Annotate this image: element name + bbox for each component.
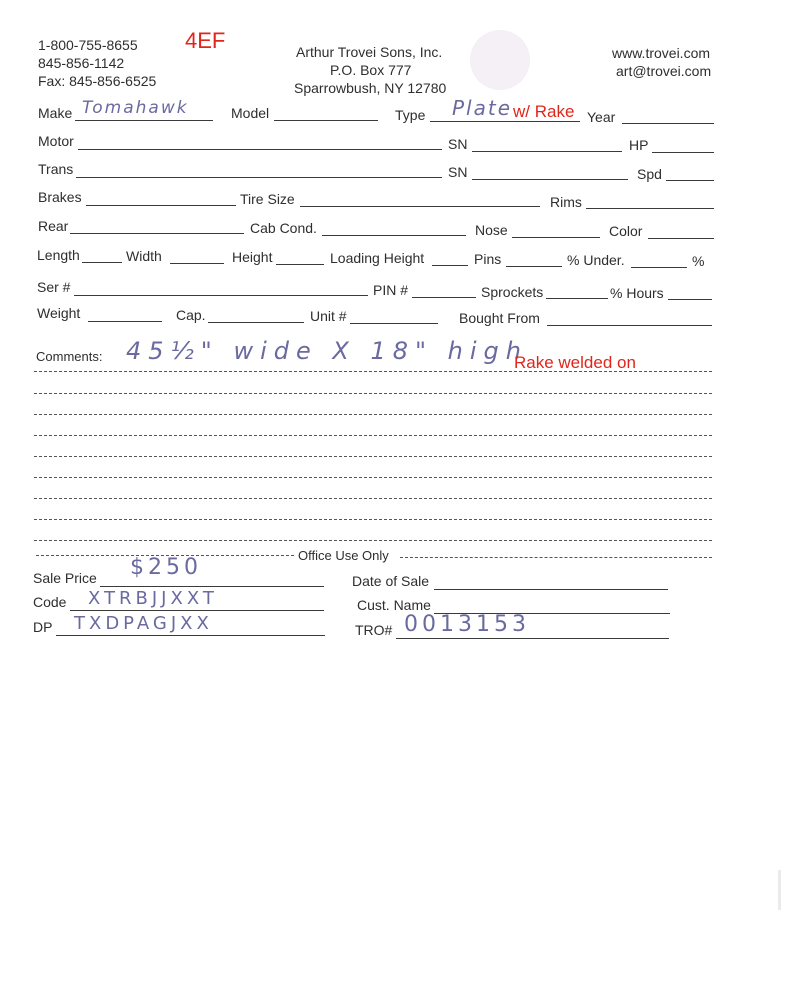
pin-label: PIN #: [373, 282, 409, 298]
form-tag: 4EF: [185, 28, 226, 53]
rear-label: Rear: [38, 218, 69, 234]
code-field[interactable]: [70, 610, 324, 611]
make-value: Tomahawk: [82, 98, 189, 118]
trans-field[interactable]: [76, 177, 442, 178]
sprockets-label: Sprockets: [481, 284, 544, 300]
company-city: Sparrowbush, NY 12780: [294, 80, 447, 96]
color-field[interactable]: [648, 238, 714, 239]
rims-field[interactable]: [586, 208, 714, 209]
comments-label: Comments:: [36, 349, 103, 364]
tire-size-label: Tire Size: [240, 191, 295, 207]
phone-1: 1-800-755-8655: [38, 37, 138, 53]
company-name: Arthur Trovei Sons, Inc.: [296, 44, 443, 60]
spd-field[interactable]: [666, 180, 714, 181]
comment-line-8[interactable]: [34, 519, 712, 520]
loading-height-label: Loading Height: [330, 250, 425, 266]
bought-from-field[interactable]: [547, 325, 712, 326]
length-field[interactable]: [82, 262, 122, 263]
spd-label: Spd: [637, 166, 662, 182]
cap-label: Cap.: [176, 307, 206, 323]
motor-sn-field[interactable]: [472, 151, 622, 152]
weight-label: Weight: [37, 305, 81, 321]
comment-line-1[interactable]: [34, 371, 712, 372]
loading-height-field[interactable]: [432, 265, 468, 266]
pct-hours-field[interactable]: [668, 299, 712, 300]
tire-size-field[interactable]: [300, 206, 540, 207]
year-label: Year: [587, 109, 616, 125]
motor-field[interactable]: [78, 149, 442, 150]
sale-price-value: $250: [130, 555, 202, 580]
cab-cond-label: Cab Cond.: [250, 220, 317, 236]
brakes-field[interactable]: [86, 205, 236, 206]
bought-from-label: Bought From: [459, 310, 540, 326]
dp-label: DP: [33, 619, 53, 635]
scan-edge-mark: [778, 870, 781, 910]
width-field[interactable]: [170, 263, 224, 264]
height-label: Height: [232, 249, 273, 265]
nose-field[interactable]: [512, 237, 600, 238]
sale-price-field[interactable]: [100, 586, 324, 587]
color-label: Color: [609, 223, 643, 239]
tro-field[interactable]: [396, 638, 669, 639]
motor-sn-label: SN: [448, 136, 468, 152]
pins-field[interactable]: [506, 266, 562, 267]
po-box: P.O. Box 777: [330, 62, 412, 78]
trans-label: Trans: [38, 161, 74, 177]
make-field[interactable]: [75, 120, 213, 121]
date-of-sale-label: Date of Sale: [352, 573, 430, 589]
tro-value: 0013153: [404, 612, 530, 637]
comment-note: Rake welded on: [514, 353, 636, 372]
phone-2: 845-856-1142: [38, 55, 125, 71]
pct-under-field[interactable]: [631, 267, 687, 268]
code-value: XTRBJJXXT: [88, 588, 218, 609]
make-label: Make: [38, 105, 73, 121]
email: art@trovei.com: [616, 63, 712, 79]
cust-name-label: Cust. Name: [357, 597, 431, 613]
height-field[interactable]: [276, 264, 324, 265]
website: www.trovei.com: [612, 45, 711, 61]
ser-label: Ser #: [37, 279, 71, 295]
unit-field[interactable]: [350, 323, 438, 324]
pct-label: %: [692, 253, 705, 269]
weight-field[interactable]: [88, 321, 162, 322]
fax-number: Fax: 845-856-6525: [38, 73, 157, 89]
comment-line-6[interactable]: [34, 477, 712, 478]
tro-label: TRO#: [355, 622, 393, 638]
code-label: Code: [33, 594, 67, 610]
comment-line-3[interactable]: [34, 414, 712, 415]
trans-sn-field[interactable]: [472, 179, 628, 180]
scan-smudge: [470, 30, 530, 90]
width-label: Width: [126, 248, 162, 264]
nose-label: Nose: [475, 222, 508, 238]
year-field[interactable]: [622, 123, 714, 124]
hp-field[interactable]: [652, 152, 714, 153]
comment-line-2[interactable]: [34, 393, 712, 394]
unit-label: Unit #: [310, 308, 347, 324]
office-divider-right: [400, 557, 712, 558]
comment-line-4[interactable]: [34, 435, 712, 436]
comment-handwritten: 45½" wide X 18" high: [126, 337, 528, 365]
pct-hours-label: % Hours: [610, 285, 664, 301]
dp-value: TXDPAGJXX: [74, 613, 213, 634]
comment-line-9[interactable]: [34, 540, 712, 541]
trans-sn-label: SN: [448, 164, 468, 180]
pin-field[interactable]: [412, 297, 476, 298]
comment-line-7[interactable]: [34, 498, 712, 499]
length-label: Length: [37, 247, 80, 263]
dp-field[interactable]: [56, 635, 325, 636]
sale-price-label: Sale Price: [33, 570, 97, 586]
model-field[interactable]: [274, 120, 378, 121]
ser-field[interactable]: [74, 295, 368, 296]
model-label: Model: [231, 105, 270, 121]
rear-field[interactable]: [70, 233, 244, 234]
hp-label: HP: [629, 137, 649, 153]
type-value: Plate: [452, 96, 513, 120]
type-note: w/ Rake: [513, 102, 575, 121]
cap-field[interactable]: [208, 322, 304, 323]
brakes-label: Brakes: [38, 189, 82, 205]
sprockets-field[interactable]: [546, 298, 608, 299]
type-label: Type: [395, 107, 426, 123]
pins-label: Pins: [474, 251, 502, 267]
cab-cond-field[interactable]: [322, 235, 466, 236]
motor-label: Motor: [38, 133, 74, 149]
rims-label: Rims: [550, 194, 582, 210]
office-use-label: Office Use Only: [298, 548, 389, 563]
date-of-sale-field[interactable]: [434, 589, 668, 590]
comment-line-5[interactable]: [34, 456, 712, 457]
pct-under-label: % Under.: [567, 252, 625, 268]
